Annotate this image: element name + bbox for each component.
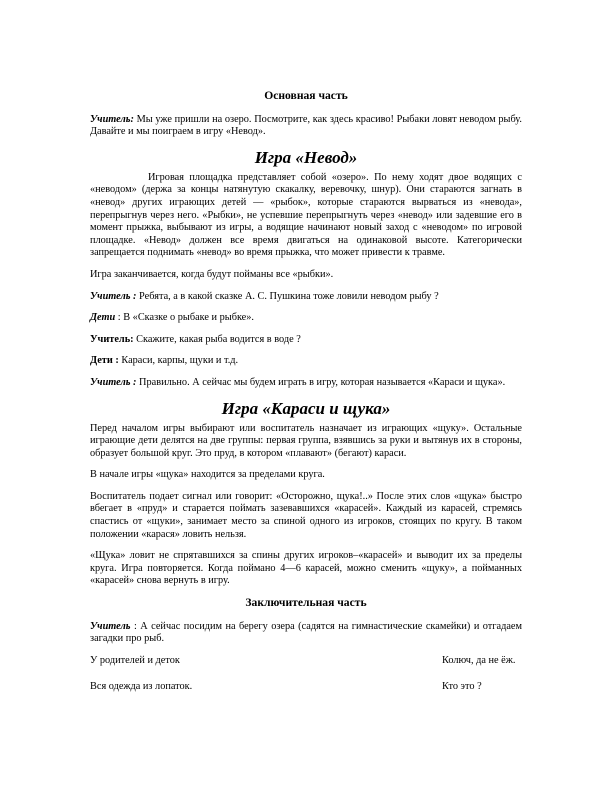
speaker-label: Дети : <box>90 355 119 367</box>
riddle-right-text: Колюч, да не ёж. <box>442 654 516 666</box>
speaker-label: Учитель : <box>90 290 137 302</box>
speaker-label: Учитель: <box>90 113 134 125</box>
final-intro-paragraph <box>90 621 522 646</box>
speech-text: Караси, карпы, щуки и т.д. <box>118 355 239 367</box>
riddle-left-text: Вся одежда из лопаток. <box>90 681 193 693</box>
speaker-label: Учитель : <box>90 376 137 388</box>
game-paragraph: Перед началом игры выбирают или воспитатель назначает из играющих «щуку». Остальные играющие дети делятся на две группы: первая группа, взявшись за руки и вытянув их в стороны, образует большой круг. Это пруд, в котором «плавают» (бегают) караси. <box>90 422 522 459</box>
speech-text: Ребята, а в какой сказке А. С. Пушкина тоже ловили неводом рыбу ? <box>136 290 439 302</box>
document-body <box>90 90 522 708</box>
speech-text: Правильно. А сейчас мы будем играть в игру, которая называется «Караси и щука». <box>136 376 506 388</box>
game-title-nevod: Игра «Невод» <box>254 147 358 167</box>
dialogue-line <box>90 355 522 368</box>
riddle-left-text: У родителей и деток <box>90 654 180 666</box>
speaker-label: Дети <box>90 312 116 324</box>
riddle-right-text: Кто это ? <box>442 681 482 693</box>
dialogue-line <box>90 291 522 304</box>
speech-text: Мы уже пришли на озеро. Посмотрите, как здесь красиво! Рыбаки ловят неводом рыбу. Давайте и мы поиграем в игру «Невод». <box>90 113 522 138</box>
dialogue-line <box>90 334 522 347</box>
speech-text: Скажите, какая рыба водится в воде ? <box>133 333 301 345</box>
speech-text: : А сейчас посидим на берегу озера (садятся на гимнастические скамейки) и отгадаем загадки про рыб. <box>90 620 522 645</box>
speaker-label: Учитель: <box>90 333 134 345</box>
game-title-karasi: Игра «Караси и щука» <box>221 398 391 418</box>
intro-paragraph <box>90 114 522 139</box>
dialogue-line <box>90 377 522 390</box>
game-ending: Игра заканчивается, когда будут пойманы все «рыбки». <box>90 268 334 280</box>
game-paragraph: В начале игры «щука» находится за пределами круга. <box>90 469 325 481</box>
game-description: Игровая площадка представляет собой «озеро». По нему ходят двое водящих с «неводом» (держа за концы натянутую скакалку, веревочку, шнур). Они стараются загнать в «невод» других играющих детей — «рыбок», которые стараются вырваться из «невода», перепрыгнув через него. «Рыбки», не успевшие перепрыгнуть через «невод» или задевшие его в момент прыжка, выбывают из игры, а водящие начинают новый заход с «неводом» по игровой площадке. «Невод» должен все время двигаться на одинаковой высоте. Категорически запрещается поднимать «невод» во время прыжка, что может привести к травме. <box>90 171 522 259</box>
dialogue-line <box>90 312 522 325</box>
speech-text: : В «Сказке о рыбаке и рыбке». <box>115 312 254 324</box>
speaker-label: Учитель <box>90 620 131 632</box>
riddle-line <box>90 681 522 694</box>
section-heading-final: Заключительная часть <box>245 596 367 610</box>
riddle-line <box>90 655 522 668</box>
game-paragraph: Воспитатель подает сигнал или говорит: «Осторожно, щука!..» После этих слов «щука» быстро вбегает в «пруд» и старается поймать зазевавшихся «карасей». Каждый из карасей, стремясь спастись от «щуки», занимает место за спиной одного из игроков, стоящих по кругу. В таком положении «карася» ловить нельзя. <box>90 490 522 540</box>
game-paragraph: «Щука» ловит не спрятавшихся за спины других игроков–«карасей» и выводит их за пределы круга. Игра повторяется. Когда поймано 4—6 карасей, можно сменить «щуку», а пойманных «карасей» снова вернуть в игру. <box>90 550 522 587</box>
section-heading-main: Основная часть <box>264 89 348 102</box>
